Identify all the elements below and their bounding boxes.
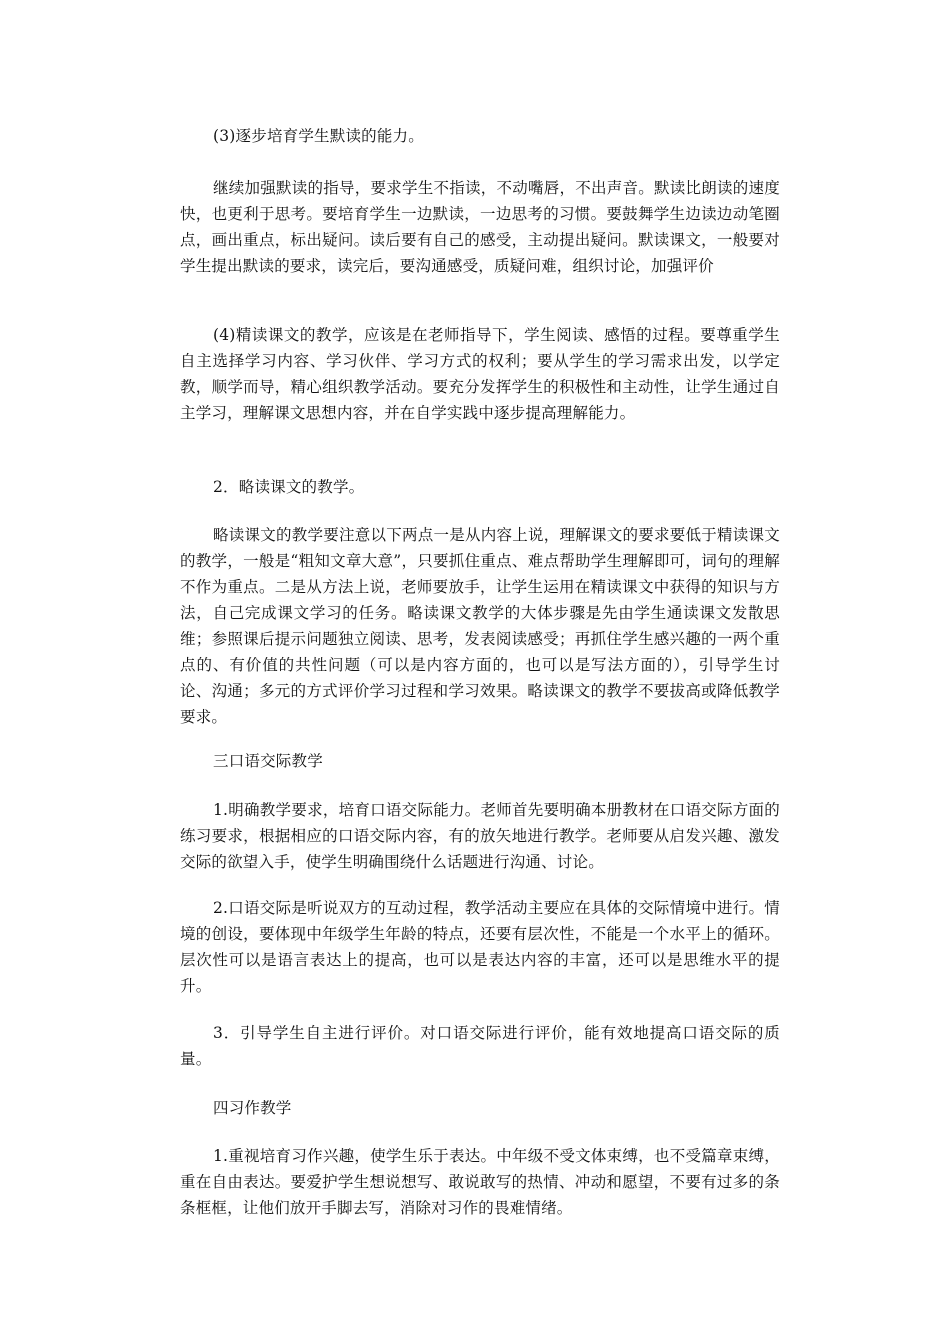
paragraph-silent-reading-heading: (3)逐步培育学生默读的能力。	[213, 127, 424, 145]
heading-oral-communication: 三口语交际教学	[213, 752, 323, 770]
paragraph-silent-reading: 继续加强默读的指导，要求学生不指读，不动嘴唇，不出声音。默读比朗读的速度快，也更利于思考。要培育学生一边默读，一边思考的习惯。要鼓舞学生边读边动笔圈点，画出重点，标出疑问。读后要有自己的感受，主动提出疑问。默读课文，一般要对学生提出默读的要求，读完后，要沟通感受，质疑问难，组织讨论，加强评价	[180, 179, 780, 275]
paragraph-skim-reading: 略读课文的教学要注意以下两点一是从内容上说，理解课文的要求要低于精读课文的教学，一般是“粗知文章大意”，只要抓住重点、难点帮助学生理解即可，词句的理解不作为重点。二是从方法上说，老师要放手，让学生运用在精读课文中获得的知识与方法，自己完成课文学习的任务。略读课文教学的大体步骤是先由学生通读课文发散思维；参照课后提示问题独立阅读、思考，发表阅读感受；再抓住学生感兴趣的一两个重点的、有价值的共性问题（可以是内容方面的，也可以是写法方面的），引导学生讨论、沟通；多元的方式评价学习过程和学习效果。略读课文的教学不要拔高或降低教学要求。	[180, 526, 780, 726]
paragraph-oral-3: 3．引导学生自主进行评价。对口语交际进行评价，能有效地提高口语交际的质量。	[180, 1024, 780, 1068]
heading-writing: 四习作教学	[213, 1099, 292, 1117]
heading-skim-reading: 2．略读课文的教学。	[213, 478, 365, 496]
paragraph-intensive-reading: (4)精读课文的教学，应该是在老师指导下，学生阅读、感悟的过程。要尊重学生自主选择学习内容、学习伙伴、学习方式的权利；要从学生的学习需求出发，以学定教，顺学而导，精心组织教学活动。要充分发挥学生的积极性和主动性，让学生通过自主学习，理解课文思想内容，并在自学实践中逐步提高理解能力。	[180, 326, 780, 422]
paragraph-oral-1: 1.明确教学要求，培育口语交际能力。老师首先要明确本册教材在口语交际方面的练习要求，根据相应的口语交际内容，有的放矢地进行教学。老师要从启发兴趣、激发交际的欲望入手，使学生明确围绕什么话题进行沟通、讨论。	[180, 801, 780, 871]
paragraph-oral-2: 2.口语交际是听说双方的互动过程，教学活动主要应在具体的交际情境中进行。情境的创设，要体现中年级学生年龄的特点，还要有层次性，不能是一个水平上的循环。层次性可以是语言表达上的提高，也可以是表达内容的丰富，还可以是思维水平的提升。	[180, 899, 780, 995]
paragraph-writing-1: 1.重视培育习作兴趣，使学生乐于表达。中年级不受文体束缚，也不受篇章束缚，重在自由表达。要爱护学生想说想写、敢说敢写的热情、冲动和愿望，不要有过多的条条框框，让他们放开手脚去写，消除对习作的畏难情绪。	[180, 1147, 780, 1217]
